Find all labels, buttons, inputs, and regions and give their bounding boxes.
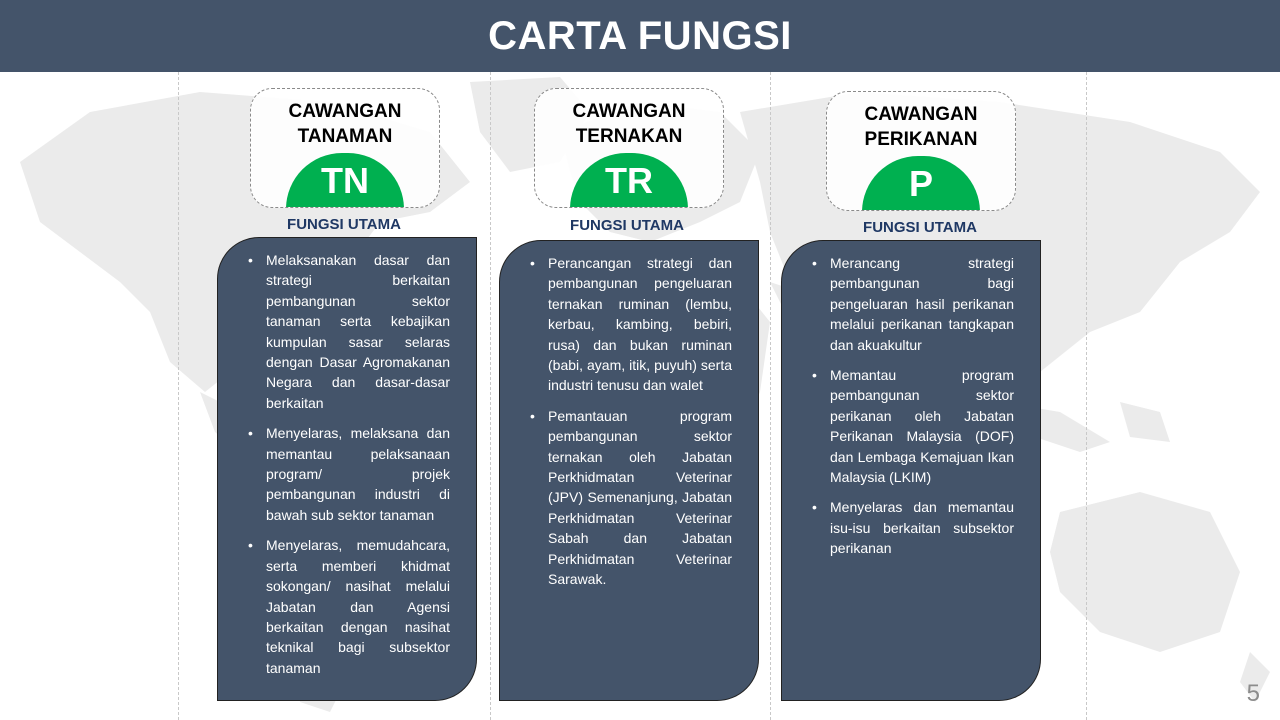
- badge-code: TN: [321, 160, 369, 201]
- divider-line: [1086, 72, 1087, 720]
- function-item: • Memantau program pembangunan sektor perikanan oleh Jabatan Perikanan Malaysia (DOF) dan Lembaga Kemajuan Ikan Malaysia (LKIM): [830, 365, 1014, 487]
- branch-title: CAWANGAN PERIKANAN: [864, 104, 978, 150]
- branch-box-tanaman: [250, 88, 440, 208]
- function-card-perikanan: [781, 240, 1041, 701]
- divider-line: [178, 72, 179, 720]
- divider-line: [490, 72, 491, 720]
- badge-code: TR: [605, 160, 653, 201]
- function-list: [548, 253, 732, 590]
- header-bar: [0, 0, 1280, 72]
- branch-title: CAWANGAN TERNAKAN: [572, 101, 686, 147]
- function-item: • Menyelaras, melaksana dan memantau pelaksanaan program/ projek pembangunan industri di bawah sub sektor tanaman: [266, 423, 450, 525]
- page-number: 5: [1246, 680, 1260, 707]
- fungsi-utama-label: FUNGSI UTAMA: [570, 217, 684, 234]
- branch-badge: [570, 153, 688, 208]
- branch-box-perikanan: [826, 91, 1016, 211]
- function-item: • Merancang strategi pembangunan bagi pengeluaran hasil perikanan melalui perikanan tangkapan dan akuakultur: [830, 253, 1014, 355]
- badge-code: P: [908, 163, 933, 204]
- function-list: [830, 253, 1014, 559]
- function-item: • Melaksanakan dasar dan strategi berkaitan pembangunan sektor tanaman serta kebajikan kumpulan sasar selaras dengan Dasar Agromakanan Negara dan dasar-dasar berkaitan: [266, 250, 450, 413]
- branch-title: CAWANGAN TANAMAN: [288, 101, 402, 147]
- divider-line: [770, 72, 771, 720]
- slide-title: CARTA FUNGSI: [488, 13, 792, 58]
- branch-box-ternakan: [534, 88, 724, 208]
- function-item: • Pemantauan program pembangunan sektor ternakan oleh Jabatan Perkhidmatan Veterinar (JPV) Semenanjung, Jabatan Perkhidmatan Veterinar Sabah dan Jabatan Perkhidmatan Veterinar Sarawak.: [548, 406, 732, 590]
- fungsi-utama-label: FUNGSI UTAMA: [863, 219, 977, 236]
- function-item: • Menyelaras, memudahcara, serta memberi khidmat sokongan/ nasihat melalui Jabatan dan Agensi berkaitan dengan nasihat teknikal bagi subsektor tanaman: [266, 535, 450, 678]
- branch-badge: [862, 156, 980, 211]
- function-list: [266, 250, 450, 678]
- function-card-ternakan: [499, 240, 759, 701]
- fungsi-utama-label: FUNGSI UTAMA: [287, 216, 401, 233]
- function-item: • Perancangan strategi dan pembangunan pengeluaran ternakan ruminan (lembu, kerbau, kambing, bebiri, rusa) dan bukan ruminan (babi, ayam, itik, puyuh) serta industri tenusu dan walet: [548, 253, 732, 396]
- function-card-tanaman: [217, 237, 477, 701]
- function-item: • Menyelaras dan memantau isu-isu berkaitan subsektor perikanan: [830, 497, 1014, 558]
- branch-badge: [286, 153, 404, 208]
